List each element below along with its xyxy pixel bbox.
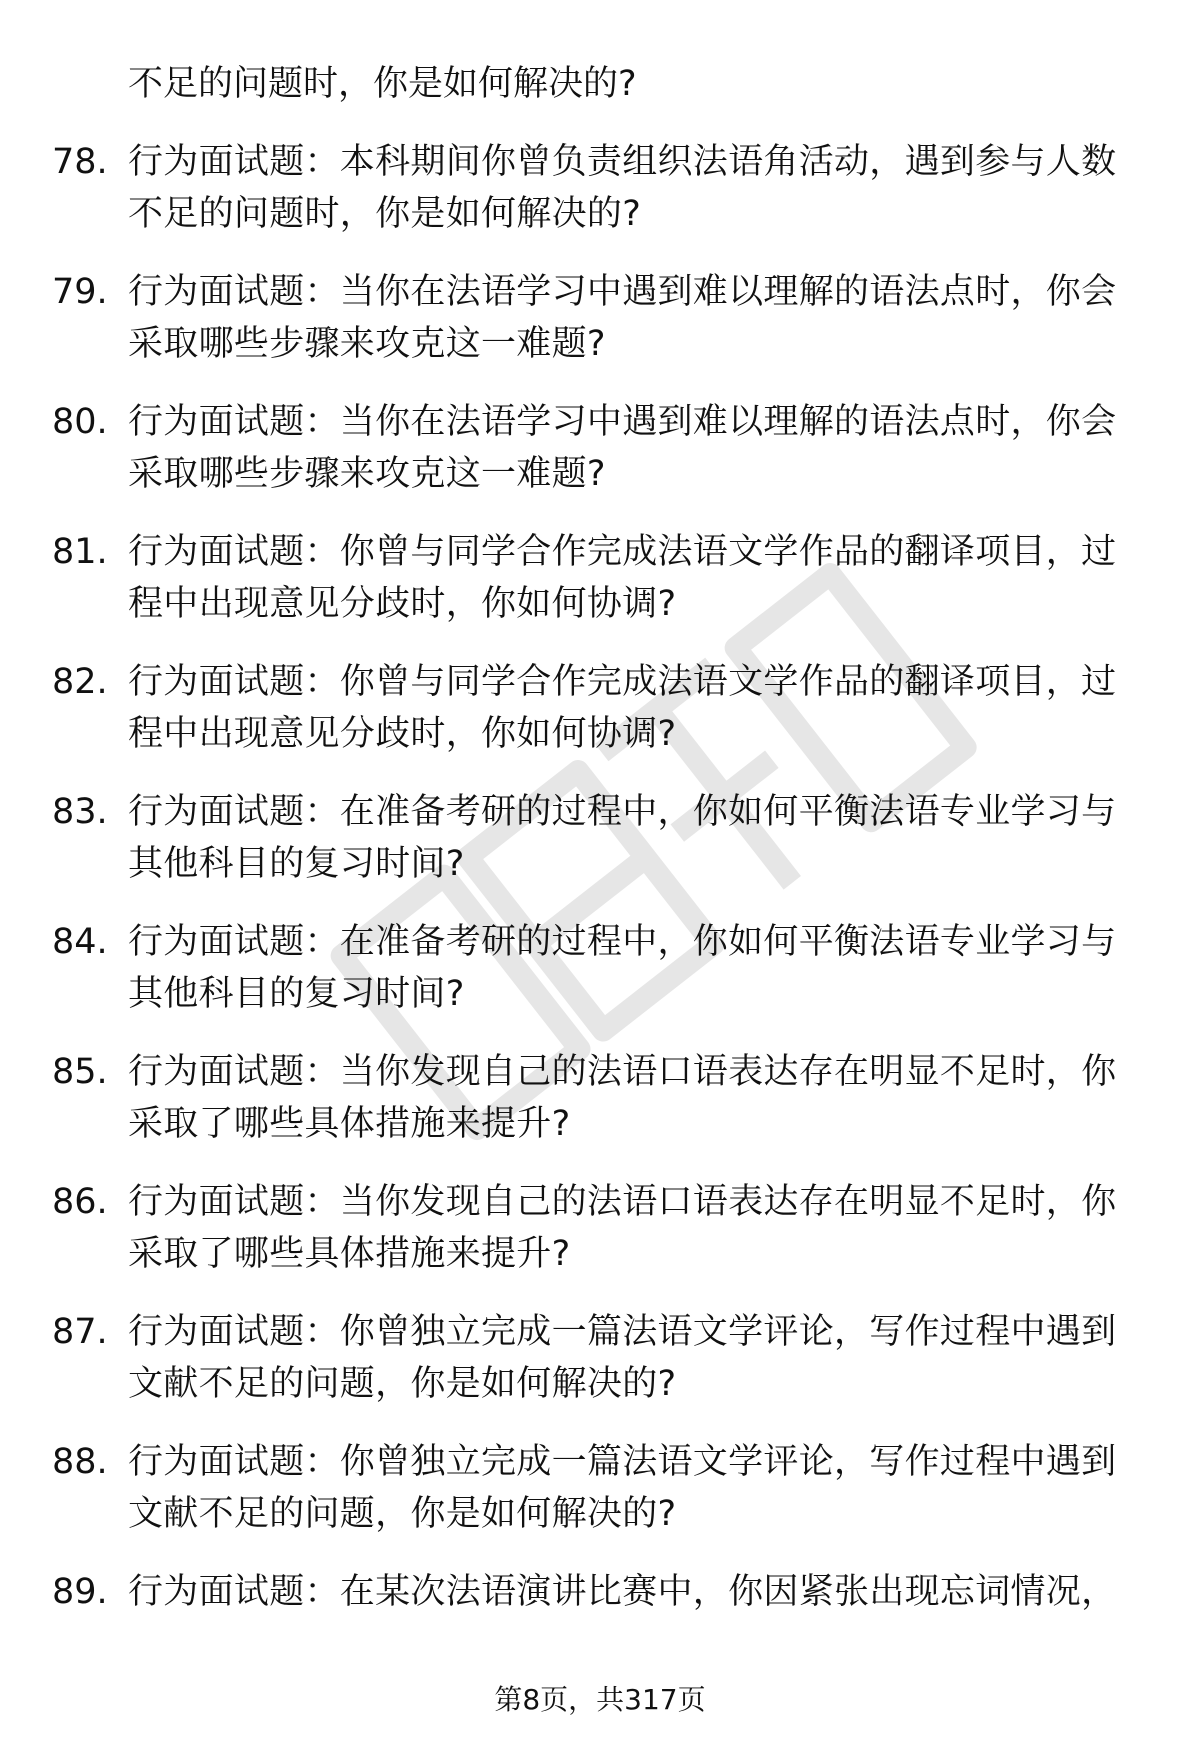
item-number: 81.: [52, 532, 108, 572]
item-number: 87.: [52, 1312, 108, 1352]
item-text: [128, 1306, 1138, 1410]
item-text: [128, 526, 1138, 630]
item-text: [128, 1436, 1138, 1540]
item-text: [128, 396, 1138, 500]
item-line: 采取了哪些具体措施来提升?: [128, 1234, 571, 1274]
continued-text: 不足的问题时，你是如何解决的?: [128, 64, 637, 104]
item-line: 文献不足的问题，你是如何解决的?: [128, 1364, 677, 1404]
item-line: 不足的问题时，你是如何解决的?: [128, 194, 642, 234]
item-text: [128, 1566, 1138, 1618]
item-number: 86.: [52, 1182, 108, 1222]
item-line: 其他科目的复习时间?: [128, 844, 465, 884]
item-text: [128, 656, 1138, 760]
item-line: 采取哪些步骤来攻克这一难题?: [128, 324, 606, 364]
item-number: 79.: [52, 272, 108, 312]
item-text: [128, 136, 1138, 240]
item-number: 78.: [52, 142, 108, 182]
item-line: 其他科目的复习时间?: [128, 974, 465, 1014]
item-line: 行为面试题：本科期间你曾负责组织法语角活动，遇到参与人数: [128, 142, 1117, 182]
item-line: 行为面试题：在某次法语演讲比赛中，你因紧张出现忘词情况，: [128, 1572, 1117, 1612]
item-text: [128, 786, 1138, 890]
item-text: [128, 916, 1138, 1020]
item-line: 行为面试题：当你发现自己的法语口语表达存在明显不足时，你: [128, 1052, 1117, 1092]
item-number: 84.: [52, 922, 108, 962]
item-line: 行为面试题：你曾独立完成一篇法语文学评论，写作过程中遇到: [128, 1312, 1117, 1352]
item-line: 行为面试题：当你在法语学习中遇到难以理解的语法点时，你会: [128, 272, 1117, 312]
item-number: 80.: [52, 402, 108, 442]
item-line: 程中出现意见分歧时，你如何协调?: [128, 584, 677, 624]
item-line: 行为面试题：在准备考研的过程中，你如何平衡法语专业学习与: [128, 792, 1117, 832]
item-line: 采取了哪些具体措施来提升?: [128, 1104, 571, 1144]
item-number: 89.: [52, 1572, 108, 1612]
item-line: 采取哪些步骤来攻克这一难题?: [128, 454, 606, 494]
item-number: 82.: [52, 662, 108, 702]
item-text: [128, 1176, 1138, 1280]
item-line: 文献不足的问题，你是如何解决的?: [128, 1494, 677, 1534]
item-number: 85.: [52, 1052, 108, 1092]
item-line: 程中出现意见分歧时，你如何协调?: [128, 714, 677, 754]
item-line: 行为面试题：当你发现自己的法语口语表达存在明显不足时，你: [128, 1182, 1117, 1222]
page-footer: 第8页，共317页: [494, 1683, 706, 1716]
item-number: 83.: [52, 792, 108, 832]
item-line: 行为面试题：你曾与同学合作完成法语文学作品的翻译项目，过: [128, 662, 1117, 702]
item-line: 行为面试题：在准备考研的过程中，你如何平衡法语专业学习与: [128, 922, 1117, 962]
item-text: [128, 1046, 1138, 1150]
item-line: 行为面试题：你曾与同学合作完成法语文学作品的翻译项目，过: [128, 532, 1117, 572]
item-line: 行为面试题：你曾独立完成一篇法语文学评论，写作过程中遇到: [128, 1442, 1117, 1482]
item-text: [128, 266, 1138, 370]
item-line: 行为面试题：当你在法语学习中遇到难以理解的语法点时，你会: [128, 402, 1117, 442]
item-number: 88.: [52, 1442, 108, 1482]
